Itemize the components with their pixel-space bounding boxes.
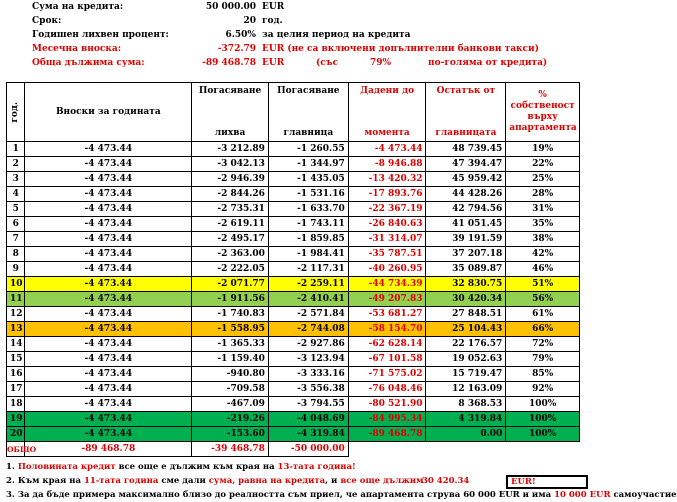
- installment-cell: -4 473.44: [25, 247, 192, 262]
- equity-cell: 42%: [506, 247, 580, 262]
- interest-cell: -219.26: [192, 412, 269, 427]
- table-row: [7, 217, 580, 232]
- installment-cell: -4 473.44: [25, 352, 192, 367]
- table-row: [7, 427, 580, 442]
- col-header-principal: Погасяване главница: [268, 83, 348, 142]
- installment-cell: -4 473.44: [25, 232, 192, 247]
- total-interest-cell: -39 468.78: [192, 442, 269, 457]
- remaining-cell: 44 428.26: [426, 187, 506, 202]
- principal-cell: -2 410.41: [268, 292, 348, 307]
- equity-cell: 38%: [506, 232, 580, 247]
- principal-cell: -1 531.16: [268, 187, 348, 202]
- note-3: 3. За да бъде примера максимално близо до реалността съм приел, че апартамента струва 60 000 EUR и има 10 000 EUR самоучастие: [6, 490, 677, 500]
- installment-cell: -4 473.44: [25, 367, 192, 382]
- equity-cell: 85%: [506, 367, 580, 382]
- installment-cell: -4 473.44: [25, 397, 192, 412]
- table-row: [7, 367, 580, 382]
- principal-cell: -3 123.94: [268, 352, 348, 367]
- paid-cell: -26 840.63: [348, 217, 426, 232]
- table-row: [7, 337, 580, 352]
- year-cell: 14: [7, 337, 25, 352]
- interest-cell: -2 619.11: [192, 217, 269, 232]
- col-header-equity: % собственост върху апартамента: [506, 83, 580, 142]
- year-cell: 19: [7, 412, 25, 427]
- interest-cell: -1 740.83: [192, 307, 269, 322]
- remaining-cell: 45 959.42: [426, 172, 506, 187]
- paid-cell: -22 367.19: [348, 202, 426, 217]
- paid-cell: -4 473.44: [348, 142, 426, 157]
- paid-cell: -80 521.90: [348, 397, 426, 412]
- total-pct: 79%: [370, 58, 392, 68]
- year-cell: 4: [7, 187, 25, 202]
- principal-cell: -1 984.41: [268, 247, 348, 262]
- installment-cell: -4 473.44: [25, 187, 192, 202]
- remaining-cell: 48 739.45: [426, 142, 506, 157]
- year-cell: 3: [7, 172, 25, 187]
- loan-amount-value: 50 000.00: [205, 2, 256, 12]
- paid-cell: -58 154.70: [348, 322, 426, 337]
- interest-cell: -2 735.31: [192, 202, 269, 217]
- loan-summary: [0, 0, 641, 78]
- notes: [6, 460, 677, 502]
- year-cell: 8: [7, 247, 25, 262]
- loan-amount-label: Сума на кредита:: [32, 2, 124, 12]
- interest-cell: -2 844.26: [192, 187, 269, 202]
- paid-cell: -31 314.07: [348, 232, 426, 247]
- remaining-cell: 27 848.51: [426, 307, 506, 322]
- year-cell: 20: [7, 427, 25, 442]
- table-row: [7, 142, 580, 157]
- paid-cell: -8 946.88: [348, 157, 426, 172]
- year-cell: 7: [7, 232, 25, 247]
- year-cell: 10: [7, 277, 25, 292]
- interest-cell: -709.58: [192, 382, 269, 397]
- remaining-cell: 30 420.34: [426, 292, 506, 307]
- interest-cell: -2 222.05: [192, 262, 269, 277]
- interest-cell: -2 363.00: [192, 247, 269, 262]
- interest-cell: -467.09: [192, 397, 269, 412]
- equity-cell: 92%: [506, 382, 580, 397]
- monthly-note: EUR (не са включени допълнителни банкови такси): [262, 44, 539, 54]
- equity-cell: 72%: [506, 337, 580, 352]
- equity-cell: 28%: [506, 187, 580, 202]
- installment-cell: -4 473.44: [25, 277, 192, 292]
- principal-cell: -3 794.55: [268, 397, 348, 412]
- remaining-cell: 42 794.56: [426, 202, 506, 217]
- remaining-cell: 41 051.45: [426, 217, 506, 232]
- monthly-label: Месечна вноска:: [32, 44, 122, 54]
- table-row: [7, 247, 580, 262]
- paid-cell: -13 420.32: [348, 172, 426, 187]
- table-row: [7, 232, 580, 247]
- equity-cell: 25%: [506, 172, 580, 187]
- paid-cell: -84 995.34: [348, 412, 426, 427]
- interest-cell: -2 071.77: [192, 277, 269, 292]
- table-row: [7, 352, 580, 367]
- year-cell: 2: [7, 157, 25, 172]
- term-unit: год.: [262, 16, 283, 26]
- equity-cell: 100%: [506, 397, 580, 412]
- remaining-cell: 19 052.63: [426, 352, 506, 367]
- table-row: [7, 202, 580, 217]
- installment-cell: -4 473.44: [25, 322, 192, 337]
- total-post: по-голяма от кредита): [428, 58, 548, 68]
- remaining-cell: 37 207.18: [426, 247, 506, 262]
- total-principal-cell: -50 000.00: [268, 442, 348, 457]
- installment-cell: -4 473.44: [25, 202, 192, 217]
- installment-cell: -4 473.44: [25, 337, 192, 352]
- equity-cell: 100%: [506, 427, 580, 442]
- year-cell: 16: [7, 367, 25, 382]
- principal-cell: -3 556.38: [268, 382, 348, 397]
- year-cell: 12: [7, 307, 25, 322]
- principal-cell: -1 344.97: [268, 157, 348, 172]
- note-1: 1. Половината кредит все още е дължим към края на 13-тата година!: [6, 462, 356, 472]
- principal-cell: -1 743.11: [268, 217, 348, 232]
- paid-cell: -62 628.14: [348, 337, 426, 352]
- equity-cell: 19%: [506, 142, 580, 157]
- principal-cell: -3 333.16: [268, 367, 348, 382]
- principal-cell: -4 048.69: [268, 412, 348, 427]
- total-label-cell: ОБЩО: [7, 442, 25, 457]
- equity-cell: 100%: [506, 412, 580, 427]
- interest-cell: -1 365.33: [192, 337, 269, 352]
- remaining-cell: 4 319.84: [426, 412, 506, 427]
- col-header-paid: Дадени до момента: [348, 83, 426, 142]
- installment-cell: -4 473.44: [25, 157, 192, 172]
- table-header-row: [7, 83, 580, 142]
- paid-cell: -71 575.02: [348, 367, 426, 382]
- table-row: [7, 172, 580, 187]
- remaining-cell: 32 830.75: [426, 277, 506, 292]
- installment-cell: -4 473.44: [25, 382, 192, 397]
- remaining-cell: 0.00: [426, 427, 506, 442]
- year-cell: 15: [7, 352, 25, 367]
- term-label: Срок:: [32, 16, 62, 26]
- interest-cell: -1 558.95: [192, 322, 269, 337]
- table-row: [7, 262, 580, 277]
- interest-cell: -1 159.40: [192, 352, 269, 367]
- equity-cell: 66%: [506, 322, 580, 337]
- note-2-eur-box: EUR!: [506, 475, 588, 489]
- equity-cell: 51%: [506, 277, 580, 292]
- total-label: Обща дължима сума:: [32, 58, 145, 68]
- total-row-table: [7, 442, 580, 457]
- paid-cell: -40 260.95: [348, 262, 426, 277]
- principal-cell: -1 435.05: [268, 172, 348, 187]
- col-header-interest: Погасяване лихва: [192, 83, 269, 142]
- year-cell: 18: [7, 397, 25, 412]
- table-row: [7, 322, 580, 337]
- paid-cell: -67 101.58: [348, 352, 426, 367]
- equity-cell: 56%: [506, 292, 580, 307]
- rate-value: 6.50%: [225, 30, 256, 40]
- remaining-cell: 22 176.57: [426, 337, 506, 352]
- interest-cell: -153.60: [192, 427, 269, 442]
- table-row: [7, 382, 580, 397]
- col-header-year: год.: [7, 83, 25, 142]
- col-header-installments: Вноски за годината: [25, 83, 192, 142]
- installment-cell: -4 473.44: [25, 217, 192, 232]
- interest-cell: -3 212.89: [192, 142, 269, 157]
- principal-cell: -1 260.55: [268, 142, 348, 157]
- remaining-cell: 35 089.87: [426, 262, 506, 277]
- col-header-remaining: Остатък от главницата: [426, 83, 506, 142]
- total-installment-cell: -89 468.78: [25, 442, 192, 457]
- equity-cell: 46%: [506, 262, 580, 277]
- installment-cell: -4 473.44: [25, 427, 192, 442]
- equity-cell: 79%: [506, 352, 580, 367]
- table-row: [7, 187, 580, 202]
- principal-cell: -1 633.70: [268, 202, 348, 217]
- note-2-remaining: 30 420.34: [422, 476, 470, 486]
- equity-cell: 35%: [506, 217, 580, 232]
- total-value: -89 468.78: [202, 58, 256, 68]
- principal-cell: -2 744.08: [268, 322, 348, 337]
- table-row: [7, 292, 580, 307]
- equity-cell: 22%: [506, 157, 580, 172]
- table-row: [7, 157, 580, 172]
- loan-amount-unit: EUR: [262, 2, 285, 12]
- equity-cell: 61%: [506, 307, 580, 322]
- table-row: [7, 277, 580, 292]
- principal-cell: -1 859.85: [268, 232, 348, 247]
- paid-cell: -89 468.78: [348, 427, 426, 442]
- paid-cell: -44 734.39: [348, 277, 426, 292]
- rate-label: Годишен лихвен процент:: [32, 30, 169, 40]
- principal-cell: -2 117.31: [268, 262, 348, 277]
- paid-cell: -53 681.27: [348, 307, 426, 322]
- table-row: [7, 397, 580, 412]
- interest-cell: -1 911.56: [192, 292, 269, 307]
- paid-cell: -49 207.83: [348, 292, 426, 307]
- remaining-cell: 15 719.47: [426, 367, 506, 382]
- installment-cell: -4 473.44: [25, 142, 192, 157]
- installment-cell: -4 473.44: [25, 412, 192, 427]
- amortization-table: [6, 82, 580, 457]
- remaining-cell: 25 104.43: [426, 322, 506, 337]
- paid-cell: -35 787.51: [348, 247, 426, 262]
- year-cell: 6: [7, 217, 25, 232]
- equity-cell: 31%: [506, 202, 580, 217]
- monthly-value: -372.79: [217, 44, 256, 54]
- principal-cell: -2 259.11: [268, 277, 348, 292]
- principal-cell: -2 927.86: [268, 337, 348, 352]
- total-pre: (със: [316, 58, 339, 68]
- installment-cell: -4 473.44: [25, 262, 192, 277]
- year-cell: 1: [7, 142, 25, 157]
- remaining-cell: 39 191.59: [426, 232, 506, 247]
- term-value: 20: [243, 16, 256, 26]
- interest-cell: -2 495.17: [192, 232, 269, 247]
- remaining-cell: 12 163.09: [426, 382, 506, 397]
- year-cell: 13: [7, 322, 25, 337]
- installment-cell: -4 473.44: [25, 307, 192, 322]
- paid-cell: -17 893.76: [348, 187, 426, 202]
- principal-cell: -2 571.84: [268, 307, 348, 322]
- year-cell: 5: [7, 202, 25, 217]
- year-cell: 17: [7, 382, 25, 397]
- year-cell: 11: [7, 292, 25, 307]
- table-row: [7, 307, 580, 322]
- remaining-cell: 47 394.47: [426, 157, 506, 172]
- interest-cell: -940.80: [192, 367, 269, 382]
- table-row: [7, 412, 580, 427]
- year-cell: 9: [7, 262, 25, 277]
- rate-note: за целия период на кредита: [262, 30, 411, 40]
- paid-cell: -76 048.46: [348, 382, 426, 397]
- installment-cell: -4 473.44: [25, 172, 192, 187]
- total-unit: EUR: [262, 58, 285, 68]
- principal-cell: -4 319.84: [268, 427, 348, 442]
- interest-cell: -3 042.13: [192, 157, 269, 172]
- note-2: 2. Към края на 11-тата година сме дали сума, равна на кредита, и все още дължим 30 420.34 EUR!: [6, 474, 641, 488]
- interest-cell: -2 946.39: [192, 172, 269, 187]
- remaining-cell: 8 368.53: [426, 397, 506, 412]
- installment-cell: -4 473.44: [25, 292, 192, 307]
